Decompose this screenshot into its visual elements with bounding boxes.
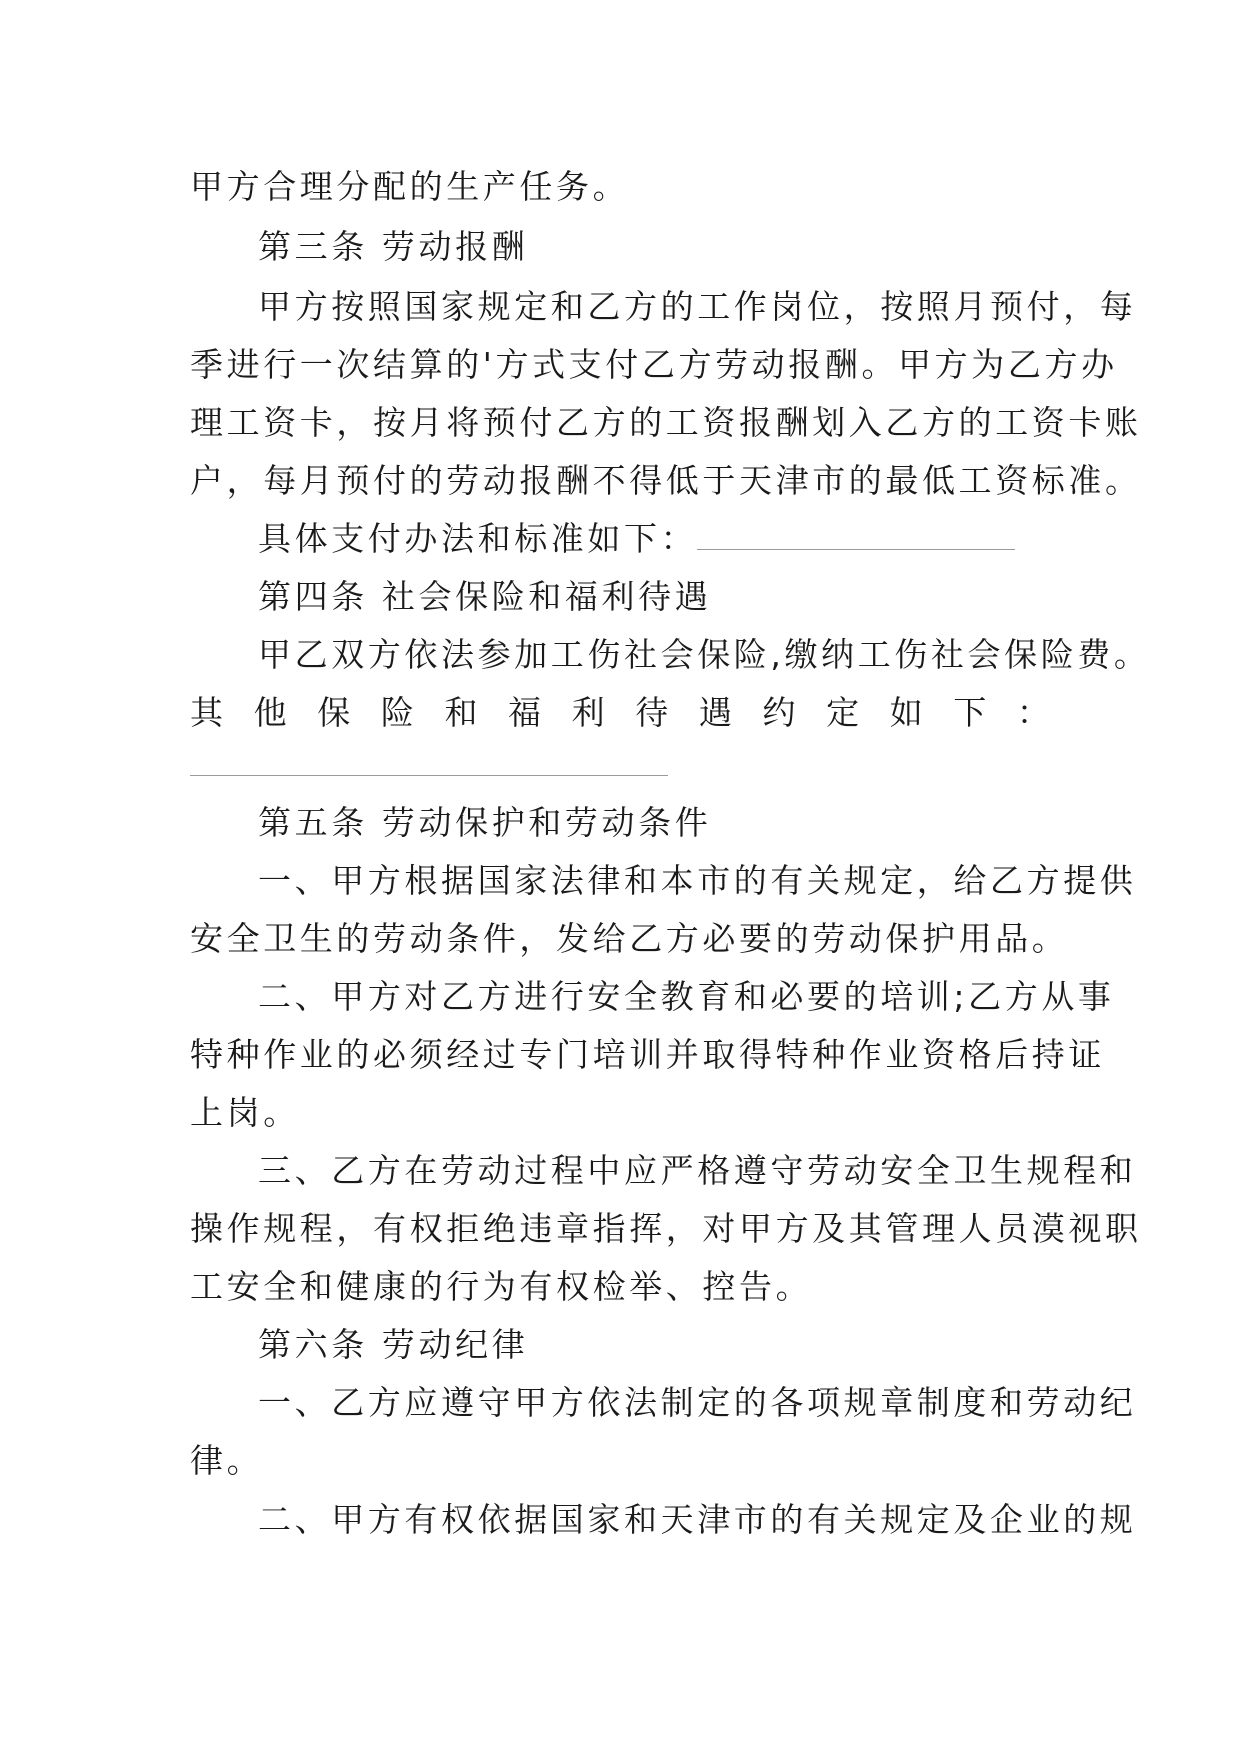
spread-char: 如 bbox=[889, 693, 923, 732]
spread-char: 他 bbox=[253, 693, 287, 732]
paragraph-line: 上岗。 bbox=[190, 1093, 300, 1132]
spread-char: 利 bbox=[571, 693, 605, 732]
other-insurance-blank bbox=[190, 775, 668, 776]
paragraph-line: 甲方合理分配的生产任务。 bbox=[190, 167, 630, 206]
paragraph-line: 二、甲方有权依据国家和天津市的有关规定及企业的规 bbox=[258, 1500, 1137, 1539]
article-6-heading: 第六条 劳动纪律 bbox=[258, 1325, 529, 1364]
paragraph-line: 工安全和健康的行为有权检举、控告。 bbox=[190, 1267, 813, 1306]
paragraph-line: 三、乙方在劳动过程中应严格遵守劳动安全卫生规程和 bbox=[258, 1151, 1137, 1190]
paragraph-line: 户，每月预付的劳动报酬不得低于天津市的最低工资标准。 bbox=[190, 461, 1142, 500]
spread-char: 遇 bbox=[698, 693, 732, 732]
spread-char: 定 bbox=[826, 693, 860, 732]
spread-char: 下 bbox=[953, 693, 987, 732]
paragraph-line: 一、乙方应遵守甲方依法制定的各项规章制度和劳动纪 bbox=[258, 1383, 1137, 1422]
other-insurance-line bbox=[190, 691, 1050, 735]
paragraph-line: 甲乙双方依法参加工伤社会保险,缴纳工伤社会保险费。 bbox=[258, 635, 1151, 674]
spread-char: 约 bbox=[762, 693, 796, 732]
paragraph-line: 理工资卡，按月将预付乙方的工资报酬划入乙方的工资卡账 bbox=[190, 403, 1142, 442]
payment-method-line bbox=[258, 517, 1050, 561]
spread-char: 其 bbox=[190, 693, 223, 732]
spread-char: 保 bbox=[317, 693, 351, 732]
paragraph-line: 特种作业的必须经过专门培训并取得特种作业资格后持证 bbox=[190, 1035, 1105, 1074]
payment-method-blank bbox=[697, 519, 1015, 550]
paragraph-line: 操作规程，有权拒绝违章指挥，对甲方及其管理人员漠视职 bbox=[190, 1209, 1142, 1248]
spread-char: 和 bbox=[444, 693, 478, 732]
paragraph-line: 律。 bbox=[190, 1441, 264, 1480]
payment-method-label: 具体支付办法和标准如下： bbox=[258, 519, 698, 558]
paragraph-line: 甲方按照国家规定和乙方的工作岗位，按照月预付，每 bbox=[258, 287, 1137, 326]
spread-char: 福 bbox=[508, 693, 542, 732]
article-4-heading: 第四条 社会保险和福利待遇 bbox=[258, 577, 712, 616]
paragraph-line: 安全卫生的劳动条件，发给乙方必要的劳动保护用品。 bbox=[190, 919, 1069, 958]
spread-char: ： bbox=[1016, 693, 1050, 732]
spread-char: 险 bbox=[380, 693, 414, 732]
paragraph-line: 二、甲方对乙方进行安全教育和必要的培训;乙方从事 bbox=[258, 977, 1115, 1016]
spread-char: 待 bbox=[635, 693, 669, 732]
article-5-heading: 第五条 劳动保护和劳动条件 bbox=[258, 803, 712, 842]
paragraph-line: 一、甲方根据国家法律和本市的有关规定，给乙方提供 bbox=[258, 861, 1137, 900]
paragraph-line: 季进行一次结算的'方式支付乙方劳动报酬。甲方为乙方办 bbox=[190, 345, 1118, 384]
article-3-heading: 第三条 劳动报酬 bbox=[258, 227, 529, 266]
